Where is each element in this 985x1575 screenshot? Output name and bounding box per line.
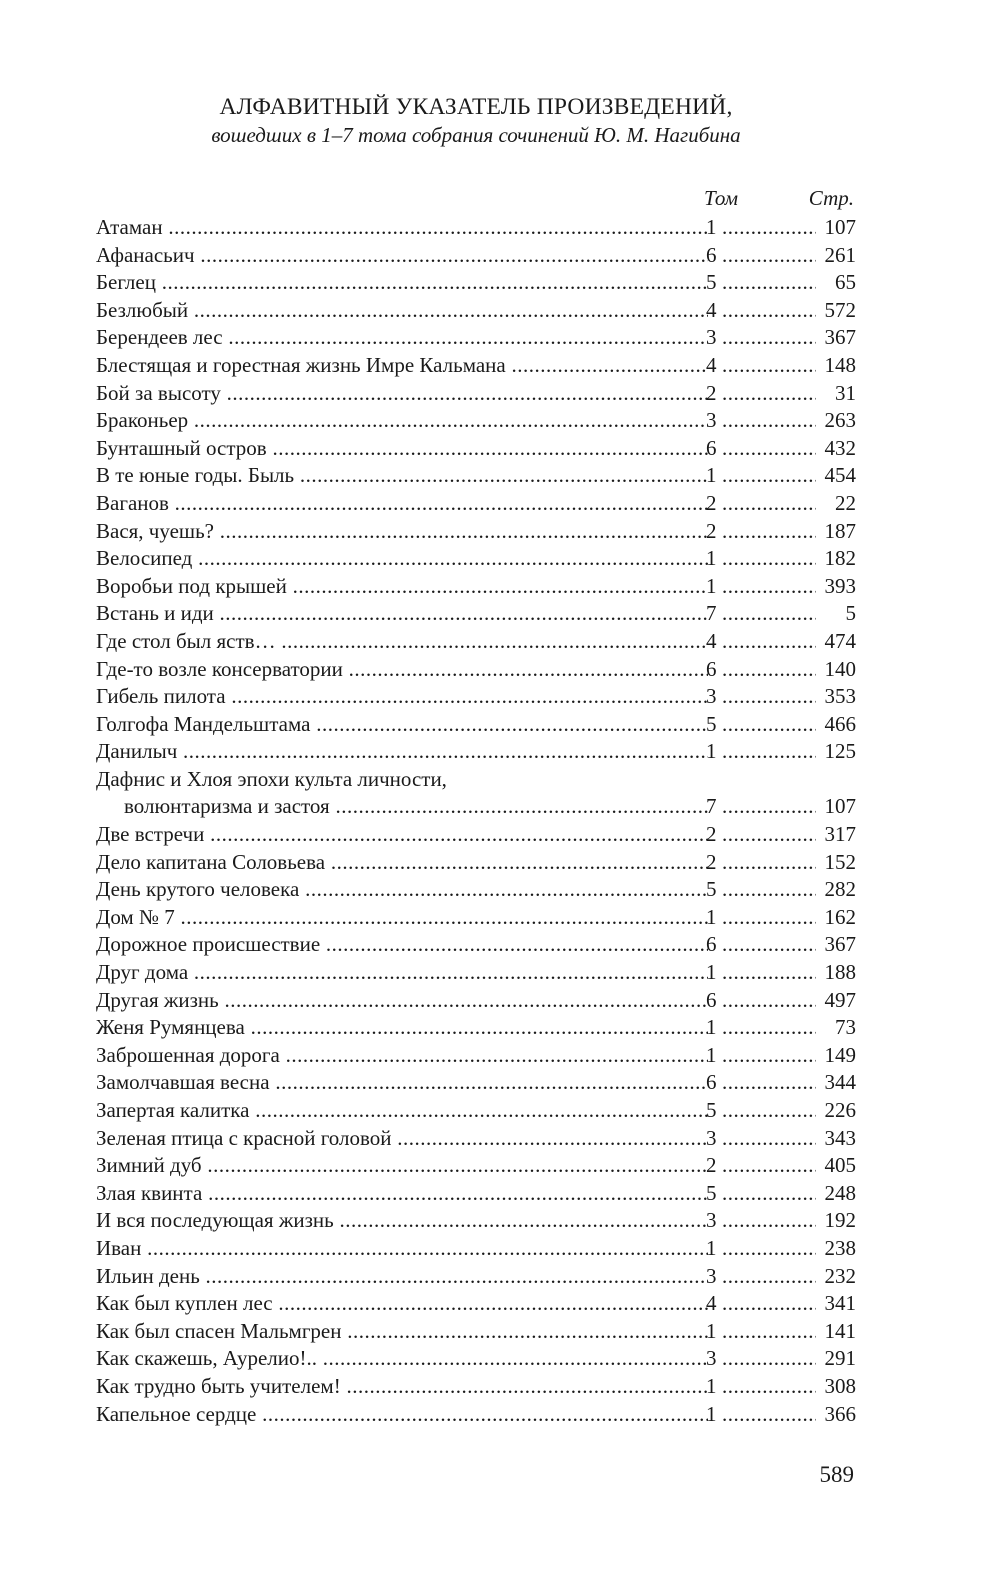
entry-volume: 2 [706, 822, 717, 847]
entry-title: Безлюбый ..... [96, 297, 708, 325]
entry-page: 263 [824, 407, 857, 435]
dot-leader [722, 656, 816, 684]
entry-title: волюнтаризма и застоя ..... [124, 793, 708, 821]
entry-page: 474 [824, 628, 857, 656]
entry-volume: 1 [706, 215, 717, 239]
entry-page: 31 [834, 380, 856, 408]
entry-title: В те юные годы. Быль ..... [96, 462, 708, 490]
dot-leader [722, 1207, 816, 1235]
entry-page: 107 [824, 214, 857, 242]
entry-title: Как трудно быть учителем! ..... [96, 1373, 708, 1401]
entry-reference [706, 269, 856, 297]
entry-reference [706, 628, 856, 656]
index-entry [96, 600, 856, 628]
entry-title: Замолчавшая весна ..... [96, 1069, 708, 1097]
entry-volume: 1 [706, 1015, 717, 1040]
entry-volume: 5 [706, 877, 717, 902]
entry-page: 188 [824, 959, 857, 987]
entry-page: 187 [824, 518, 857, 546]
index-entry [96, 1152, 856, 1180]
entry-volume: 6 [706, 242, 717, 267]
entry-title: Зеленая птица с красной головой ..... [96, 1125, 708, 1153]
entry-reference [706, 1069, 856, 1097]
dot-leader [722, 545, 816, 573]
entry-reference [706, 1097, 856, 1125]
entry-page: 182 [824, 545, 857, 573]
entry-page: 282 [824, 876, 857, 904]
entry-reference [706, 849, 856, 877]
dot-leader [722, 1152, 816, 1180]
index-entry [96, 931, 856, 959]
index-entry [96, 242, 856, 270]
page-title: АЛФАВИТНЫЙ УКАЗАТЕЛЬ ПРОИЗВЕДЕНИЙ, [219, 94, 733, 120]
entry-page: 317 [824, 821, 857, 849]
dot-leader [722, 711, 816, 739]
dot-leader [722, 821, 816, 849]
dot-leader [722, 1263, 816, 1291]
index-entry [96, 628, 856, 656]
dot-leader [722, 1180, 816, 1208]
dot-leader [722, 407, 816, 435]
dot-leader [722, 1235, 816, 1263]
entry-page: 22 [834, 490, 856, 518]
index-entry [96, 1401, 856, 1429]
entry-title: Друг дома ..... [96, 959, 708, 987]
entry-reference [706, 573, 856, 601]
index-entry [96, 821, 856, 849]
entry-title: Дорожное происшествие ..... [96, 931, 708, 959]
entry-page: 141 [824, 1318, 857, 1346]
entry-title: Дафнис и Хлоя эпохи культа личности, [96, 766, 447, 791]
entry-title: Капельное сердце ..... [96, 1401, 708, 1429]
dot-leader [722, 600, 816, 628]
dot-leader [722, 1014, 816, 1042]
dot-leader [722, 1042, 816, 1070]
entry-volume: 1 [706, 904, 717, 929]
entry-title: Блестящая и горестная жизнь Имре Кальмана ..... [96, 352, 708, 380]
index-entry [96, 1345, 856, 1373]
entry-volume: 4 [706, 1291, 717, 1316]
index-entry [96, 793, 856, 821]
entry-reference [706, 1401, 856, 1429]
dot-leader [722, 904, 816, 932]
entry-page: 432 [824, 435, 857, 463]
entry-reference [706, 1180, 856, 1208]
dot-leader [722, 324, 816, 352]
index-entry [96, 490, 856, 518]
index-entry [96, 987, 856, 1015]
entry-page: 107 [824, 793, 857, 821]
entry-volume: 2 [706, 849, 717, 874]
entry-reference [706, 380, 856, 408]
entry-volume: 7 [706, 601, 717, 626]
dot-leader [722, 490, 816, 518]
entry-reference [706, 821, 856, 849]
entry-reference [706, 545, 856, 573]
dot-leader [722, 352, 816, 380]
entry-title: Где стол был яств… ..... [96, 628, 708, 656]
entry-title: Берендеев лес ..... [96, 324, 708, 352]
entry-volume: 2 [706, 490, 717, 515]
entry-page: 466 [824, 711, 857, 739]
entry-reference [706, 435, 856, 463]
entry-title: Дом № 7 ..... [96, 904, 708, 932]
entry-reference [706, 1125, 856, 1153]
entry-page: 291 [824, 1345, 857, 1373]
entry-page: 125 [824, 738, 857, 766]
entry-reference [706, 1263, 856, 1291]
entry-reference [706, 352, 856, 380]
entry-volume: 1 [706, 1235, 717, 1260]
entry-page: 226 [824, 1097, 857, 1125]
dot-leader [722, 1125, 816, 1153]
index-entry [96, 1207, 856, 1235]
page-subtitle: вошедших в 1–7 тома собрания сочинений Ю. М. Нагибина [211, 123, 741, 147]
entry-page: 192 [824, 1207, 857, 1235]
entry-title: Как был куплен лес ..... [96, 1290, 708, 1318]
entry-page: 344 [824, 1069, 857, 1097]
entry-reference [706, 1345, 856, 1373]
entry-volume: 1 [706, 1318, 717, 1343]
entry-reference [706, 462, 856, 490]
entry-volume: 5 [706, 270, 717, 295]
entry-page: 353 [824, 683, 857, 711]
entry-title: Велосипед ..... [96, 545, 708, 573]
index-entry-list [96, 214, 856, 1428]
entry-volume: 3 [706, 684, 717, 709]
index-entry [96, 573, 856, 601]
entry-page: 393 [824, 573, 857, 601]
entry-title: Злая квинта ..... [96, 1180, 708, 1208]
index-entry [96, 711, 856, 739]
index-entry [96, 904, 856, 932]
entry-reference [706, 518, 856, 546]
index-entry [96, 1069, 856, 1097]
entry-page: 366 [824, 1401, 857, 1429]
entry-reference [706, 242, 856, 270]
dot-leader [722, 1401, 816, 1429]
entry-reference [706, 297, 856, 325]
entry-page: 497 [824, 987, 857, 1015]
entry-volume: 1 [706, 546, 717, 571]
entry-volume: 6 [706, 932, 717, 957]
index-entry [96, 518, 856, 546]
entry-reference [706, 1318, 856, 1346]
entry-reference [706, 1152, 856, 1180]
entry-reference [706, 1235, 856, 1263]
index-entry [96, 352, 856, 380]
entry-reference [706, 1290, 856, 1318]
entry-title: Встань и иди ..... [96, 600, 708, 628]
entry-volume: 4 [706, 352, 717, 377]
entry-volume: 6 [706, 656, 717, 681]
index-entry [96, 435, 856, 463]
entry-title: Бунташный остров ..... [96, 435, 708, 463]
entry-title: И вся последующая жизнь ..... [96, 1207, 708, 1235]
entry-volume: 1 [706, 1401, 717, 1426]
index-entry [96, 1097, 856, 1125]
entry-page: 148 [824, 352, 857, 380]
index-entry [96, 766, 856, 794]
entry-title: Запертая калитка ..... [96, 1097, 708, 1125]
dot-leader [722, 380, 816, 408]
entry-page: 341 [824, 1290, 857, 1318]
dot-leader [722, 738, 816, 766]
entry-title: Атаман ..... [96, 214, 708, 242]
entry-page: 149 [824, 1042, 857, 1070]
index-entry [96, 849, 856, 877]
entry-reference [706, 490, 856, 518]
entry-volume: 7 [706, 794, 717, 819]
entry-page: 232 [824, 1263, 857, 1291]
dot-leader [722, 1373, 816, 1401]
entry-reference [706, 1014, 856, 1042]
entry-title: Дело капитана Соловьева ..... [96, 849, 708, 877]
entry-volume: 3 [706, 325, 717, 350]
entry-reference [706, 324, 856, 352]
dot-leader [722, 1097, 816, 1125]
entry-page: 405 [824, 1152, 857, 1180]
index-entry [96, 1318, 856, 1346]
entry-title: Заброшенная дорога ..... [96, 1042, 708, 1070]
entry-volume: 3 [706, 1346, 717, 1371]
dot-leader [722, 1290, 816, 1318]
index-entry [96, 380, 856, 408]
entry-reference [706, 1042, 856, 1070]
index-entry [96, 1235, 856, 1263]
entry-reference [706, 876, 856, 904]
entry-volume: 6 [706, 435, 717, 460]
entry-page: 238 [824, 1235, 857, 1263]
entry-page: 308 [824, 1373, 857, 1401]
entry-reference [706, 904, 856, 932]
index-entry [96, 1125, 856, 1153]
entry-title: Женя Румянцева ..... [96, 1014, 708, 1042]
entry-volume: 3 [706, 1208, 717, 1233]
entry-page: 572 [824, 297, 857, 325]
dot-leader [722, 1069, 816, 1097]
entry-title: Афанасьич ..... [96, 242, 708, 270]
dot-leader [722, 1318, 816, 1346]
entry-volume: 5 [706, 1180, 717, 1205]
dot-leader [722, 1345, 816, 1373]
column-headers [96, 186, 856, 214]
dot-leader [722, 435, 816, 463]
dot-leader [722, 242, 816, 270]
index-entry [96, 1263, 856, 1291]
entry-volume: 1 [706, 960, 717, 985]
entry-page: 367 [824, 931, 857, 959]
entry-page: 73 [834, 1014, 856, 1042]
dot-leader [722, 297, 816, 325]
entry-page: 162 [824, 904, 857, 932]
entry-title: Данилыч ..... [96, 738, 708, 766]
dot-leader [722, 793, 816, 821]
index-entry [96, 738, 856, 766]
entry-volume: 2 [706, 1153, 717, 1178]
entry-page: 343 [824, 1125, 857, 1153]
column-header-page: Стр. [808, 186, 854, 210]
entry-title: Ваганов ..... [96, 490, 708, 518]
column-header-volume: Том [704, 186, 739, 210]
entry-page: 152 [824, 849, 857, 877]
entry-title: Воробьи под крышей ..... [96, 573, 708, 601]
entry-reference [706, 1207, 856, 1235]
entry-title: Две встречи ..... [96, 821, 708, 849]
index-entry [96, 297, 856, 325]
entry-page: 140 [824, 656, 857, 684]
entry-reference [706, 1373, 856, 1401]
entry-title: Как был спасен Мальмгрен ..... [96, 1318, 708, 1346]
entry-volume: 1 [706, 573, 717, 598]
entry-volume: 3 [706, 1125, 717, 1150]
entry-volume: 1 [706, 463, 717, 488]
entry-volume: 4 [706, 628, 717, 653]
index-entry [96, 214, 856, 242]
entry-title: Гибель пилота ..... [96, 683, 708, 711]
entry-volume: 3 [706, 1263, 717, 1288]
dot-leader [722, 214, 816, 242]
index-entry [96, 683, 856, 711]
entry-reference [706, 683, 856, 711]
entry-reference [706, 214, 856, 242]
index-entry [96, 1290, 856, 1318]
entry-title: Где-то возле консерватории ..... [96, 656, 708, 684]
index-entry [96, 1180, 856, 1208]
entry-reference [706, 987, 856, 1015]
entry-title: Иван ..... [96, 1235, 708, 1263]
entry-title: Ильин день ..... [96, 1263, 708, 1291]
entry-title: День крутого человека ..... [96, 876, 708, 904]
entry-reference [706, 931, 856, 959]
entry-reference [706, 407, 856, 435]
index-entry [96, 462, 856, 490]
entry-reference [706, 711, 856, 739]
entry-page: 248 [824, 1180, 857, 1208]
entry-volume: 5 [706, 711, 717, 736]
index-entry [96, 959, 856, 987]
entry-title: Браконьер ..... [96, 407, 708, 435]
entry-page: 65 [834, 269, 856, 297]
entry-title: Бой за высоту ..... [96, 380, 708, 408]
dot-leader [722, 683, 816, 711]
entry-page: 367 [824, 324, 857, 352]
entry-reference [706, 793, 856, 821]
entry-title: Зимний дуб ..... [96, 1152, 708, 1180]
entry-title: Другая жизнь ..... [96, 987, 708, 1015]
entry-volume: 4 [706, 297, 717, 322]
dot-leader [722, 959, 816, 987]
index-entry [96, 324, 856, 352]
dot-leader [722, 628, 816, 656]
entry-title: Как скажешь, Аурелио!.. ..... [96, 1345, 708, 1373]
index-entry [96, 656, 856, 684]
index-entry [96, 545, 856, 573]
entry-reference [706, 656, 856, 684]
entry-page: 454 [824, 462, 857, 490]
dot-leader [722, 987, 816, 1015]
dot-leader [722, 573, 816, 601]
dot-leader [722, 849, 816, 877]
entry-volume: 5 [706, 1098, 717, 1122]
entry-page: 261 [824, 242, 857, 270]
index-entry [96, 269, 856, 297]
entry-reference [706, 738, 856, 766]
index-entry [96, 407, 856, 435]
entry-volume: 2 [706, 518, 717, 543]
dot-leader [722, 518, 816, 546]
dot-leader [722, 462, 816, 490]
entry-volume: 1 [706, 1373, 717, 1398]
index-entry [96, 876, 856, 904]
entry-volume: 3 [706, 408, 717, 433]
index-entry [96, 1014, 856, 1042]
entry-volume: 6 [706, 987, 717, 1012]
entry-title: Беглец ..... [96, 269, 708, 297]
entry-title: Вася, чуешь? ..... [96, 518, 708, 546]
entry-volume: 6 [706, 1070, 717, 1095]
entry-reference [706, 959, 856, 987]
entry-volume: 1 [706, 739, 717, 764]
entry-volume: 2 [706, 380, 717, 405]
entry-page: 5 [845, 600, 857, 628]
index-page [96, 92, 856, 1428]
entry-reference [706, 600, 856, 628]
page-number: 589 [819, 1462, 854, 1487]
index-entry [96, 1373, 856, 1401]
dot-leader [722, 269, 816, 297]
entry-title: Голгофа Мандельштама ..... [96, 711, 708, 739]
index-entry [96, 1042, 856, 1070]
entry-volume: 1 [706, 1042, 717, 1067]
dot-leader [722, 931, 816, 959]
dot-leader [722, 876, 816, 904]
